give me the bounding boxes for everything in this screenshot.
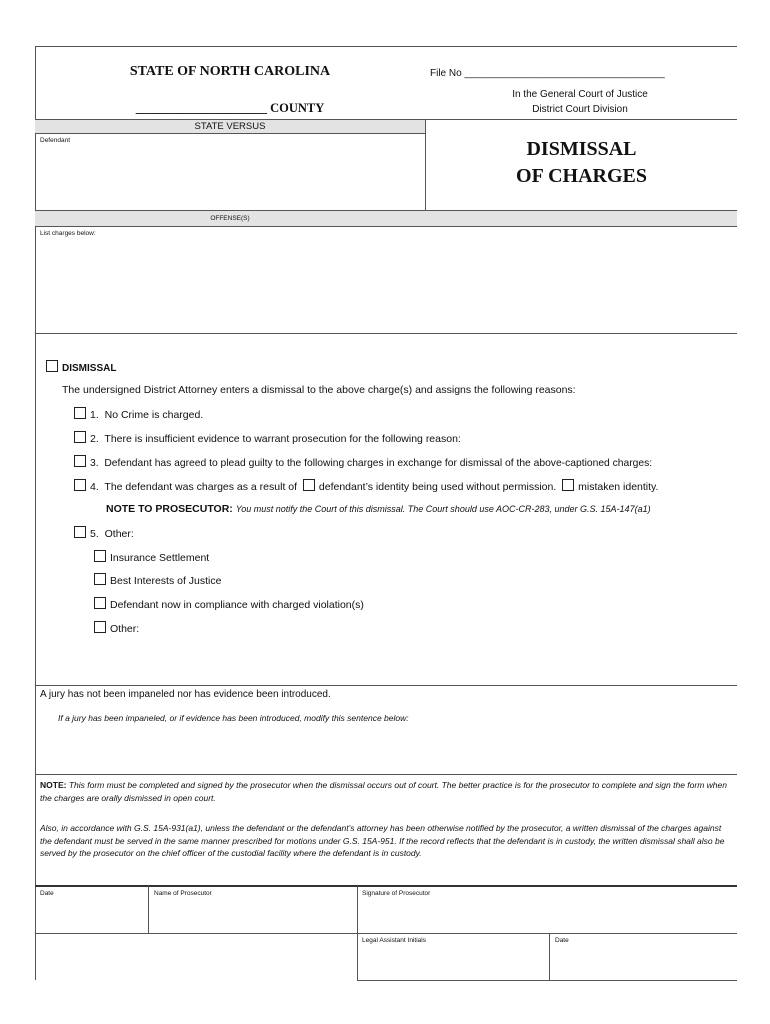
note-paragraph-2: Also, in accordance with G.S. 15A-931(a1), unless the defendant or the defendant’s attorney has been otherwise notified by the prosecutor, a written dismissal of the charges against the defendant must be served in the same manner prescribed for motions under G.S. 15A-951. If the record reflects that the defendant is in custody, the written dismissal shall also be served by the prosecutor on the chief officer of the custodial facility where the defendant is in custody. xyxy=(40,823,725,858)
state-versus-label: STATE VERSUS xyxy=(194,121,266,132)
jury-modify-instruction: If a jury has been impaneled, or if evidence has been introduced, modify this sentence below: xyxy=(58,713,409,723)
reason-5-text: Other: xyxy=(104,528,134,540)
reason-3-number: 3. xyxy=(90,458,99,469)
prosecutor-name-field[interactable] xyxy=(151,900,355,932)
reason-4-number: 4. xyxy=(90,481,99,493)
file-number-field[interactable]: File No ____________________________________ xyxy=(430,68,665,79)
date-label: Date xyxy=(40,890,54,897)
mistaken-identity-checkbox[interactable] xyxy=(562,479,574,491)
reason-5-row xyxy=(74,526,134,540)
form-title-line-1: DISMISSAL xyxy=(526,138,637,160)
reason-4-checkbox[interactable] xyxy=(74,479,86,491)
legal-assistant-initials-field[interactable] xyxy=(360,947,546,977)
reason-2-checkbox[interactable] xyxy=(74,431,86,443)
note-label: NOTE: xyxy=(40,780,67,790)
state-name: STATE OF NORTH CAROLINA xyxy=(129,64,331,79)
note-text-1: This form must be completed and signed by the prosecutor when the dismissal occurs out of court. The better practice is for the prosecutor to complete and sign the form when the charges are orally dismissed in open court. xyxy=(40,780,727,803)
reason-3-checkbox[interactable] xyxy=(74,455,86,467)
prosecutor-note-text: You must notify the Court of this dismissal. The Court should use AOC-CR-283, under G.S. 15A-147(a1) xyxy=(235,504,651,514)
defendant-field[interactable] xyxy=(40,150,420,206)
dismissal-heading-row xyxy=(46,360,116,374)
prosecutor-name-label: Name of Prosecutor xyxy=(154,890,212,897)
offenses-label: OFFENSE(S) xyxy=(210,215,250,222)
reason-2-number: 2. xyxy=(90,433,99,445)
charges-field[interactable] xyxy=(40,240,730,330)
sub-option-best-interests: Best Interests of Justice xyxy=(94,573,221,587)
prosecutor-signature-field[interactable] xyxy=(360,900,735,932)
list-charges-label: List charges below: xyxy=(40,230,96,237)
reason-5-number: 5. xyxy=(90,528,99,540)
reason-4-text: The defendant was charges as a result of xyxy=(104,481,298,493)
dismissal-intro: The undersigned District Attorney enters a dismissal to the above charge(s) and assigns the following reasons: xyxy=(62,384,576,396)
mistaken-identity-label: mistaken identity. xyxy=(578,481,659,493)
reason-3-text: Defendant has agreed to plead guilty to the following charges in exchange for dismissal of the above-captioned charges: xyxy=(104,458,653,469)
date-2-label: Date xyxy=(555,937,569,944)
dismissal-heading: DISMISSAL xyxy=(62,363,117,374)
defendant-label: Defendant xyxy=(40,137,70,144)
identity-used-checkbox[interactable] xyxy=(303,479,315,491)
identity-used-label: defendant’s identity being used without permission. xyxy=(318,481,557,493)
sub-option-insurance: Insurance Settlement xyxy=(94,550,209,564)
reason-2-row xyxy=(74,431,461,445)
best-interests-checkbox[interactable] xyxy=(94,573,106,585)
prosecutor-signature-label: Signature of Prosecutor xyxy=(362,890,431,897)
jury-modify-field[interactable] xyxy=(40,728,730,770)
reason-5-checkbox[interactable] xyxy=(74,526,86,538)
reason-3-row xyxy=(74,455,652,469)
left-border xyxy=(35,46,36,980)
reason-1-row xyxy=(74,407,203,421)
jury-statement: A jury has not been impaneled nor has evidence been introduced. xyxy=(40,689,331,700)
legal-assistant-initials-label: Legal Assistant Initials xyxy=(362,937,426,944)
reason-1-number: 1. xyxy=(90,409,99,421)
sub-option-compliance: Defendant now in compliance with charged violation(s) xyxy=(94,597,364,611)
county-field[interactable]: _____________________ COUNTY xyxy=(135,101,325,115)
reason-1-checkbox[interactable] xyxy=(74,407,86,419)
prosecutor-note-label: NOTE TO PROSECUTOR: xyxy=(106,503,233,515)
reason-4-row xyxy=(74,479,658,493)
insurance-checkbox[interactable] xyxy=(94,550,106,562)
date-field[interactable] xyxy=(38,900,146,932)
form-title-line-2: OF CHARGES xyxy=(516,165,647,187)
other-checkbox[interactable] xyxy=(94,621,106,633)
dismissal-checkbox[interactable] xyxy=(46,360,58,372)
top-border xyxy=(35,46,737,47)
note-paragraph-1 xyxy=(40,779,732,804)
court-line-1: In the General Court of Justice xyxy=(512,89,648,100)
sub-option-other: Other: xyxy=(94,621,139,635)
court-line-2: District Court Division xyxy=(532,104,628,115)
reason-1-text: No Crime is charged. xyxy=(104,409,204,421)
compliance-checkbox[interactable] xyxy=(94,597,106,609)
prosecutor-note-row xyxy=(106,503,651,515)
date-2-field[interactable] xyxy=(552,947,735,977)
reason-2-text: There is insufficient evidence to warrant prosecution for the following reason: xyxy=(104,433,461,445)
